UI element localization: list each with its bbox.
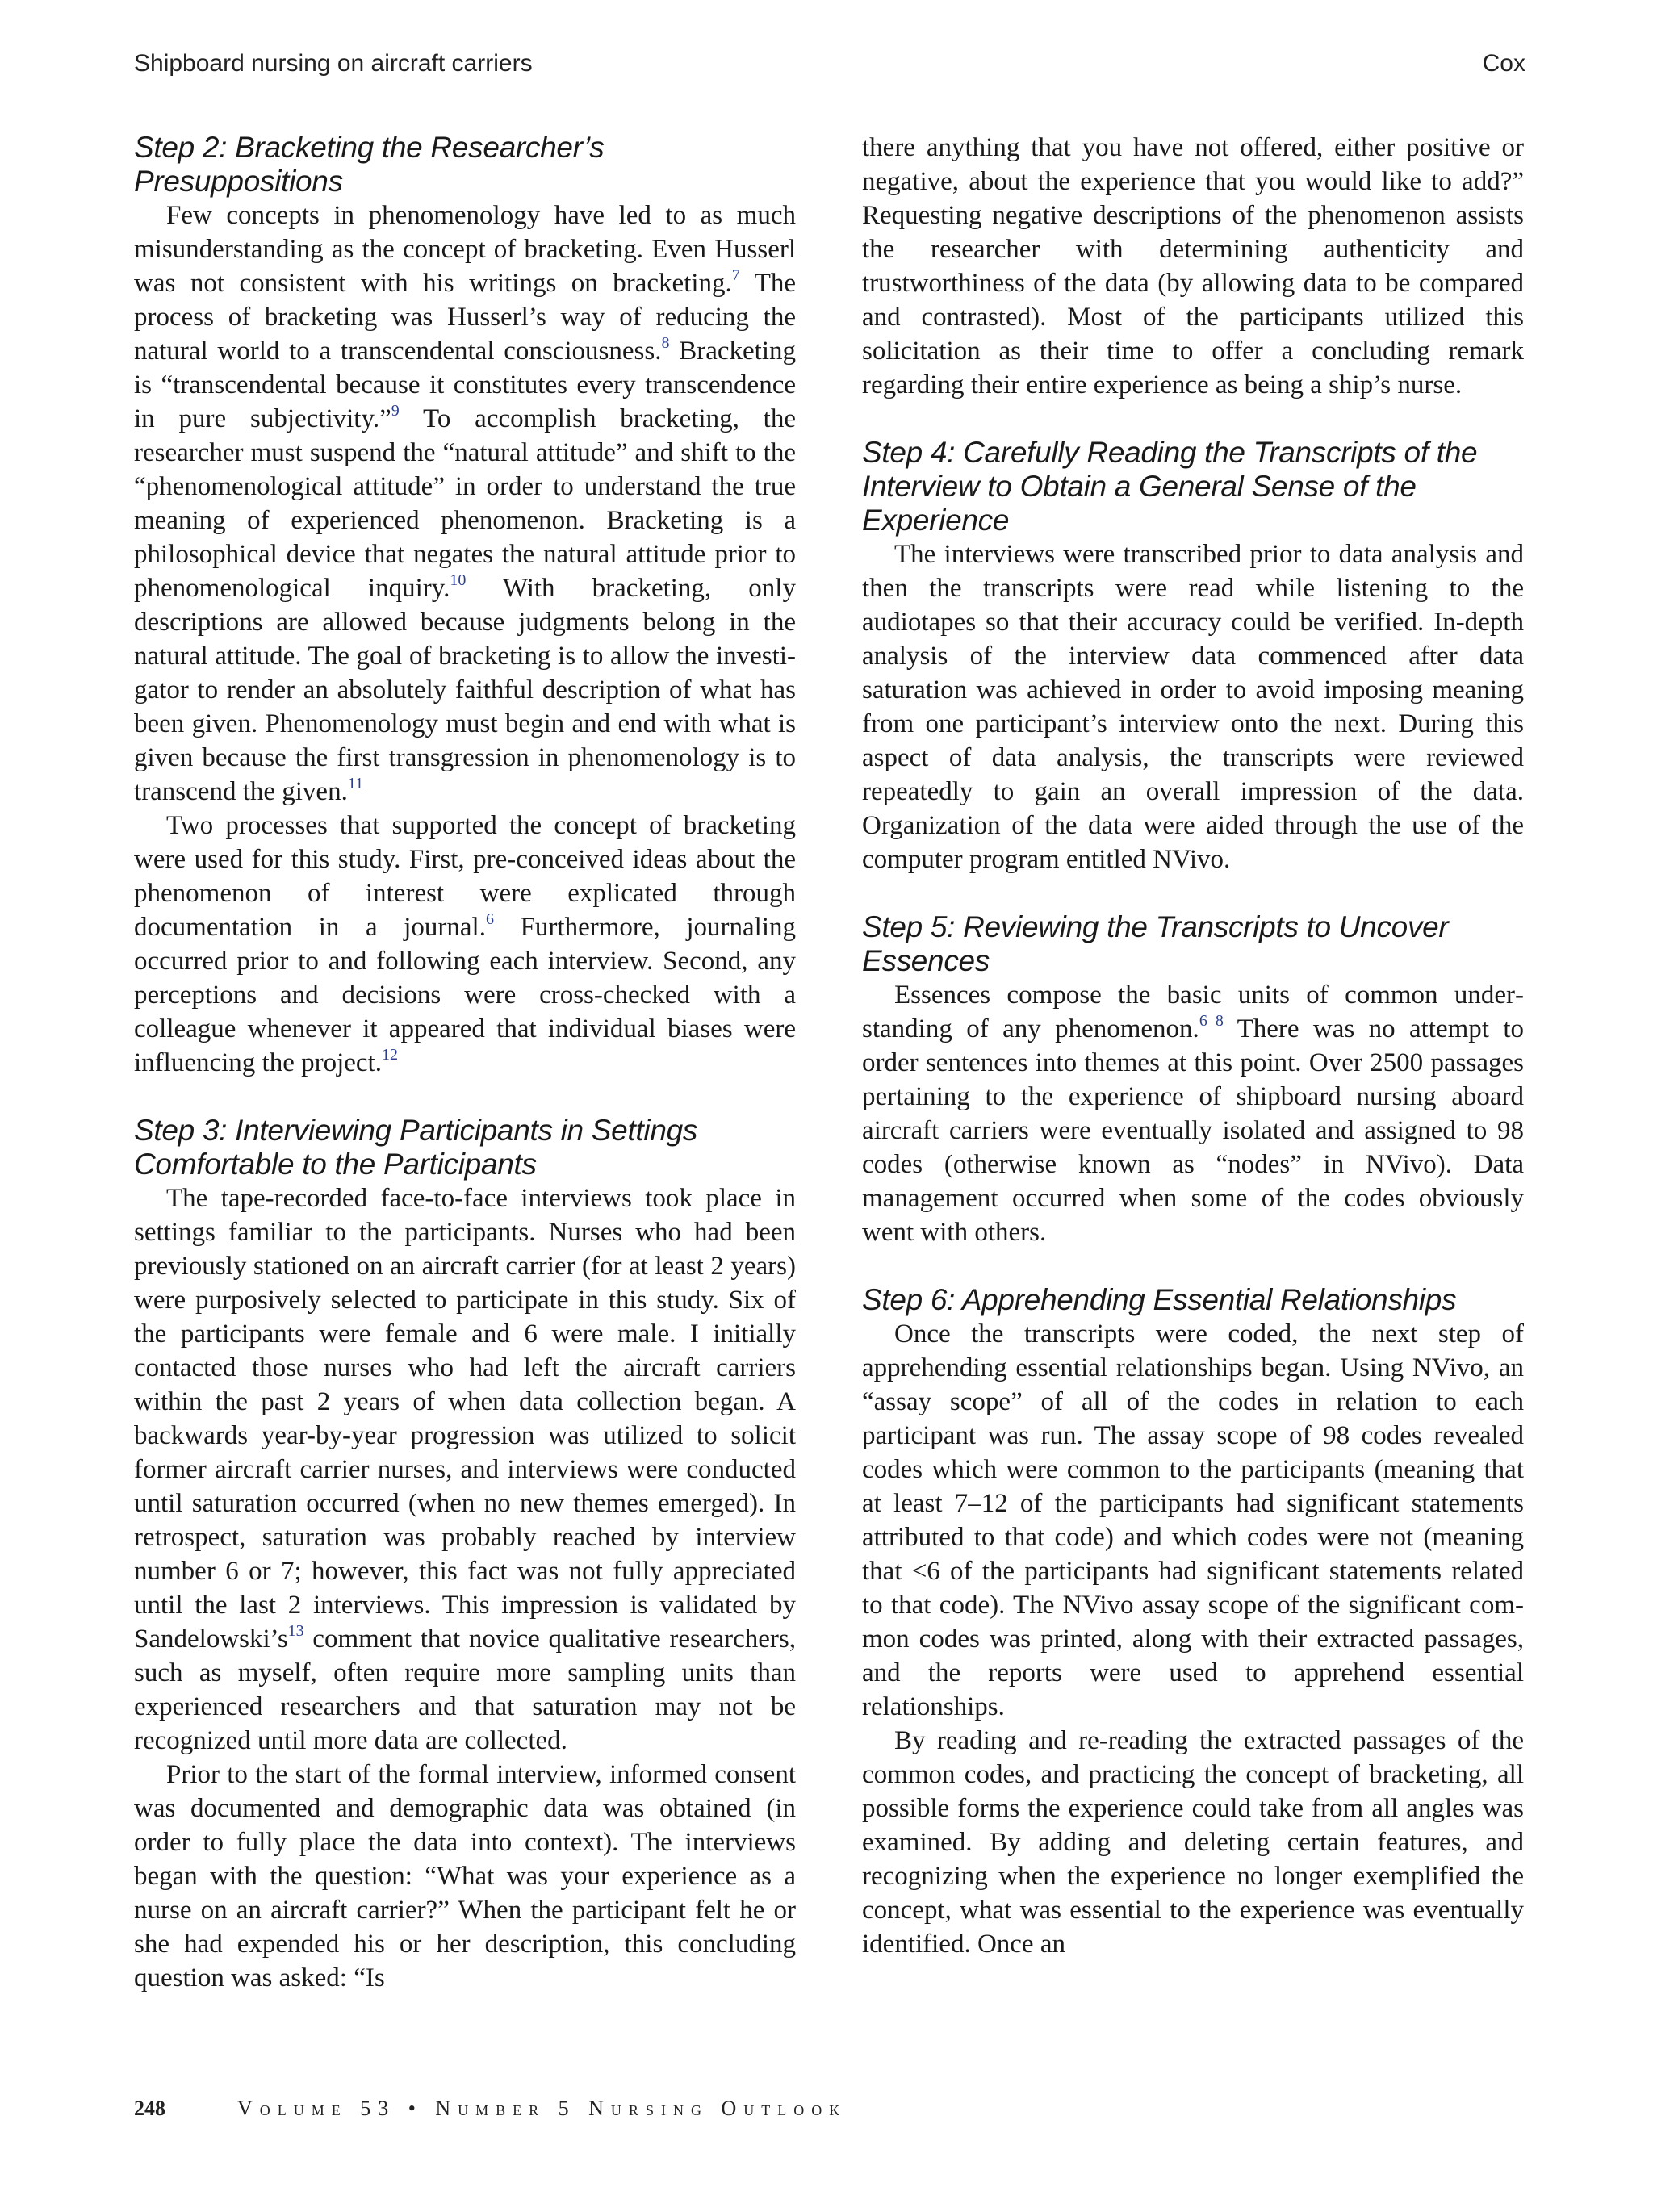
step4-heading: Step 4: Carefully Reading the Transcripts of the Interview to Obtain a General Sense of the Experience: [862, 436, 1478, 537]
step6-paragraph-2: By reading and re-reading the extracted passages of the common codes, and practicing the concept of bracketing, all possible forms the experience could take from all angles was examined. By adding and deleting certain features, and recognizing when the experience no longer exemplified the concept, what was essential to the experience was eventually identified. Once an: [862, 1726, 1524, 1959]
right-column: [862, 131, 1524, 1961]
text-run: The tape-recorded face-to-face interviews took place in settings familiar to the participants. Nurses who had been previously stationed on an aircraft carrier (for at least 2 years) were purposively selected to participate in this study. Six of the participants were female and 6 were male. I initially contacted those nurses who had left the aircraft carriers within the past 2 years of when data collection began. A backwards year-by-year progression was utilized to solicit former aircraft carrier nurses, and interviews were conducted until saturation occurred (when no new themes emerged). In retrospect, saturation was probably reached by interview number 6 or 7; however, this fact was not fully appreciated until the last 2 interviews. This impression is validated by Sandelowski’s: [134, 1184, 796, 1654]
text-run: Essences compose the basic units of common understanding of any phenomenon.: [862, 981, 1524, 1043]
step3-paragraph-2: Prior to the start of the formal interview, informed consent was documented and demographic data was obtained (in order to fully place the data into context). The interviews began with the question: “What was your experience as a nurse on an aircraft carrier?” When the participant felt he or she had expended his or her description, this concluding question was asked: “Is: [134, 1760, 796, 1992]
step5-heading: Step 5: Reviewing the Transcripts to Uncover Essences: [862, 910, 1449, 977]
reference-9[interactable]: 9: [391, 402, 400, 420]
text-run: Few concepts in phenomenology have led to as much misunderstanding as the concept of bracketing. Even Husserl was not consistent with his writings on bracketing.: [134, 201, 796, 298]
text-run: To accomplish bracketing, the researcher must suspend the “natural attitude” and shift to the “phenomenological attitude” in order to understand the true meaning of experienced phenomenon. Bracketing is a philosophical device that negates the natural attitude prior to phenomenological inquiry.: [134, 404, 796, 603]
text-run: comment that novice qualitative researchers, such as myself, often require more sampling units than experienced researchers and that saturation may not be recognized until more data are collected.: [134, 1625, 796, 1755]
text-run: Bracketing is “transcendental because it constitutes every transcendence in pure subjectivity.”: [134, 337, 796, 433]
reference-12[interactable]: 12: [381, 1046, 398, 1064]
step2-paragraph-2: [134, 809, 796, 1080]
reference-13[interactable]: 13: [287, 1622, 304, 1640]
journal-citation: Volume 53 • Number 5 Nursing Outlook: [237, 2097, 847, 2120]
step5-paragraph-1: [862, 978, 1524, 1249]
step6-paragraph-1: Once the transcripts were coded, the next step of apprehending essential relationships began. Using NVivo, an “assay scope” of all of the codes in relation to each participant was run. The assay scope of 98 codes revealed codes which were common to the participants (meaning that at least 7–12 of the participants had significant statements attributed to that code) and which codes were not (meaning that <6 of the participants had significant statements related to that code). The NVivo assay scope of the significant common codes was printed, along with their extracted passages, and the reports were used to apprehend essential relationships.: [862, 1319, 1524, 1721]
step3-paragraph-1: [134, 1181, 796, 1758]
text-run: Two processes that supported the concept of bracketing were used for this study. First, pre-conceived ideas about the phenomenon of interest were explicated through documentation in a journal.: [134, 811, 796, 942]
step2-heading: Step 2: Bracketing the Researcher’s Presuppositions: [134, 131, 605, 198]
reference-10[interactable]: 10: [450, 571, 467, 589]
reference-6[interactable]: 6: [485, 910, 494, 928]
reference-8[interactable]: 8: [661, 334, 670, 352]
text-run: The process of bracketing was Husserl’s way of reducing the natural world to a transcendental consciousness.: [134, 269, 796, 366]
step3-heading: Step 3: Interviewing Participants in Settings Comfortable to the Participants: [134, 1114, 698, 1181]
page-footer: [134, 2097, 1103, 2126]
text-run: With bracketing, only descriptions are allowed because judgments belong in the natural attitude. The goal of bracketing is to allow the investigator to render an absolutely faithful description of what has been given. Phenomenology must begin and end with what is given because the first transgression in phenomenology is to transcend the given.: [134, 574, 796, 806]
running-head-author: Cox: [1482, 50, 1525, 77]
left-column: [134, 131, 796, 1995]
page-number: 248: [134, 2097, 165, 2120]
text-run: Furthermore, journaling occurred prior to and following each interview. Second, any perceptions and decisions were cross-checked with a colleague whenever it appeared that individual biases were influencing the project.: [134, 913, 797, 1077]
reference-7[interactable]: 7: [731, 266, 740, 284]
reference-6-8[interactable]: 6–8: [1199, 1012, 1224, 1030]
running-head: [134, 50, 1525, 89]
running-head-title: Shipboard nursing on aircraft carriers: [134, 50, 533, 77]
step4-paragraph-1: The interviews were transcribed prior to data analysis and then the transcripts were read while listening to the audiotapes so that their accuracy could be verified. In-depth analysis of the interview data commenced after data saturation was achieved in order to avoid imposing meaning from one participant’s interview onto the next. During this aspect of data analysis, the transcripts were reviewed repeatedly to gain an overall impression of the data. Organization of the data were aided through the use of the computer program entitled NVivo.: [862, 540, 1524, 874]
continuation-paragraph: there anything that you have not offered, either positive or negative, about the experience that you would like to add?” Requesting negative descriptions of the phenomenon assists the researcher with determining authenticity and trustworthiness of the data (by allowing data to be compared and contrasted). Most of the participants utilized this solicitation as their time to offer a concluding remark regarding their entire experience as being a ship’s nurse.: [862, 133, 1524, 399]
reference-11[interactable]: 11: [347, 775, 364, 792]
text-run: There was no attempt to order sentences into themes at this point. Over 2500 passages pertaining to the experience of shipboard nursing aboard aircraft carriers were eventually isolated and assigned to 98 codes (otherwise known as “nodes” in NVivo). Data management occurred when some of the codes obviously went with others.: [862, 1014, 1524, 1247]
step2-paragraph-1: [134, 199, 796, 809]
step6-heading: Step 6: Apprehending Essential Relationships: [862, 1283, 1457, 1316]
